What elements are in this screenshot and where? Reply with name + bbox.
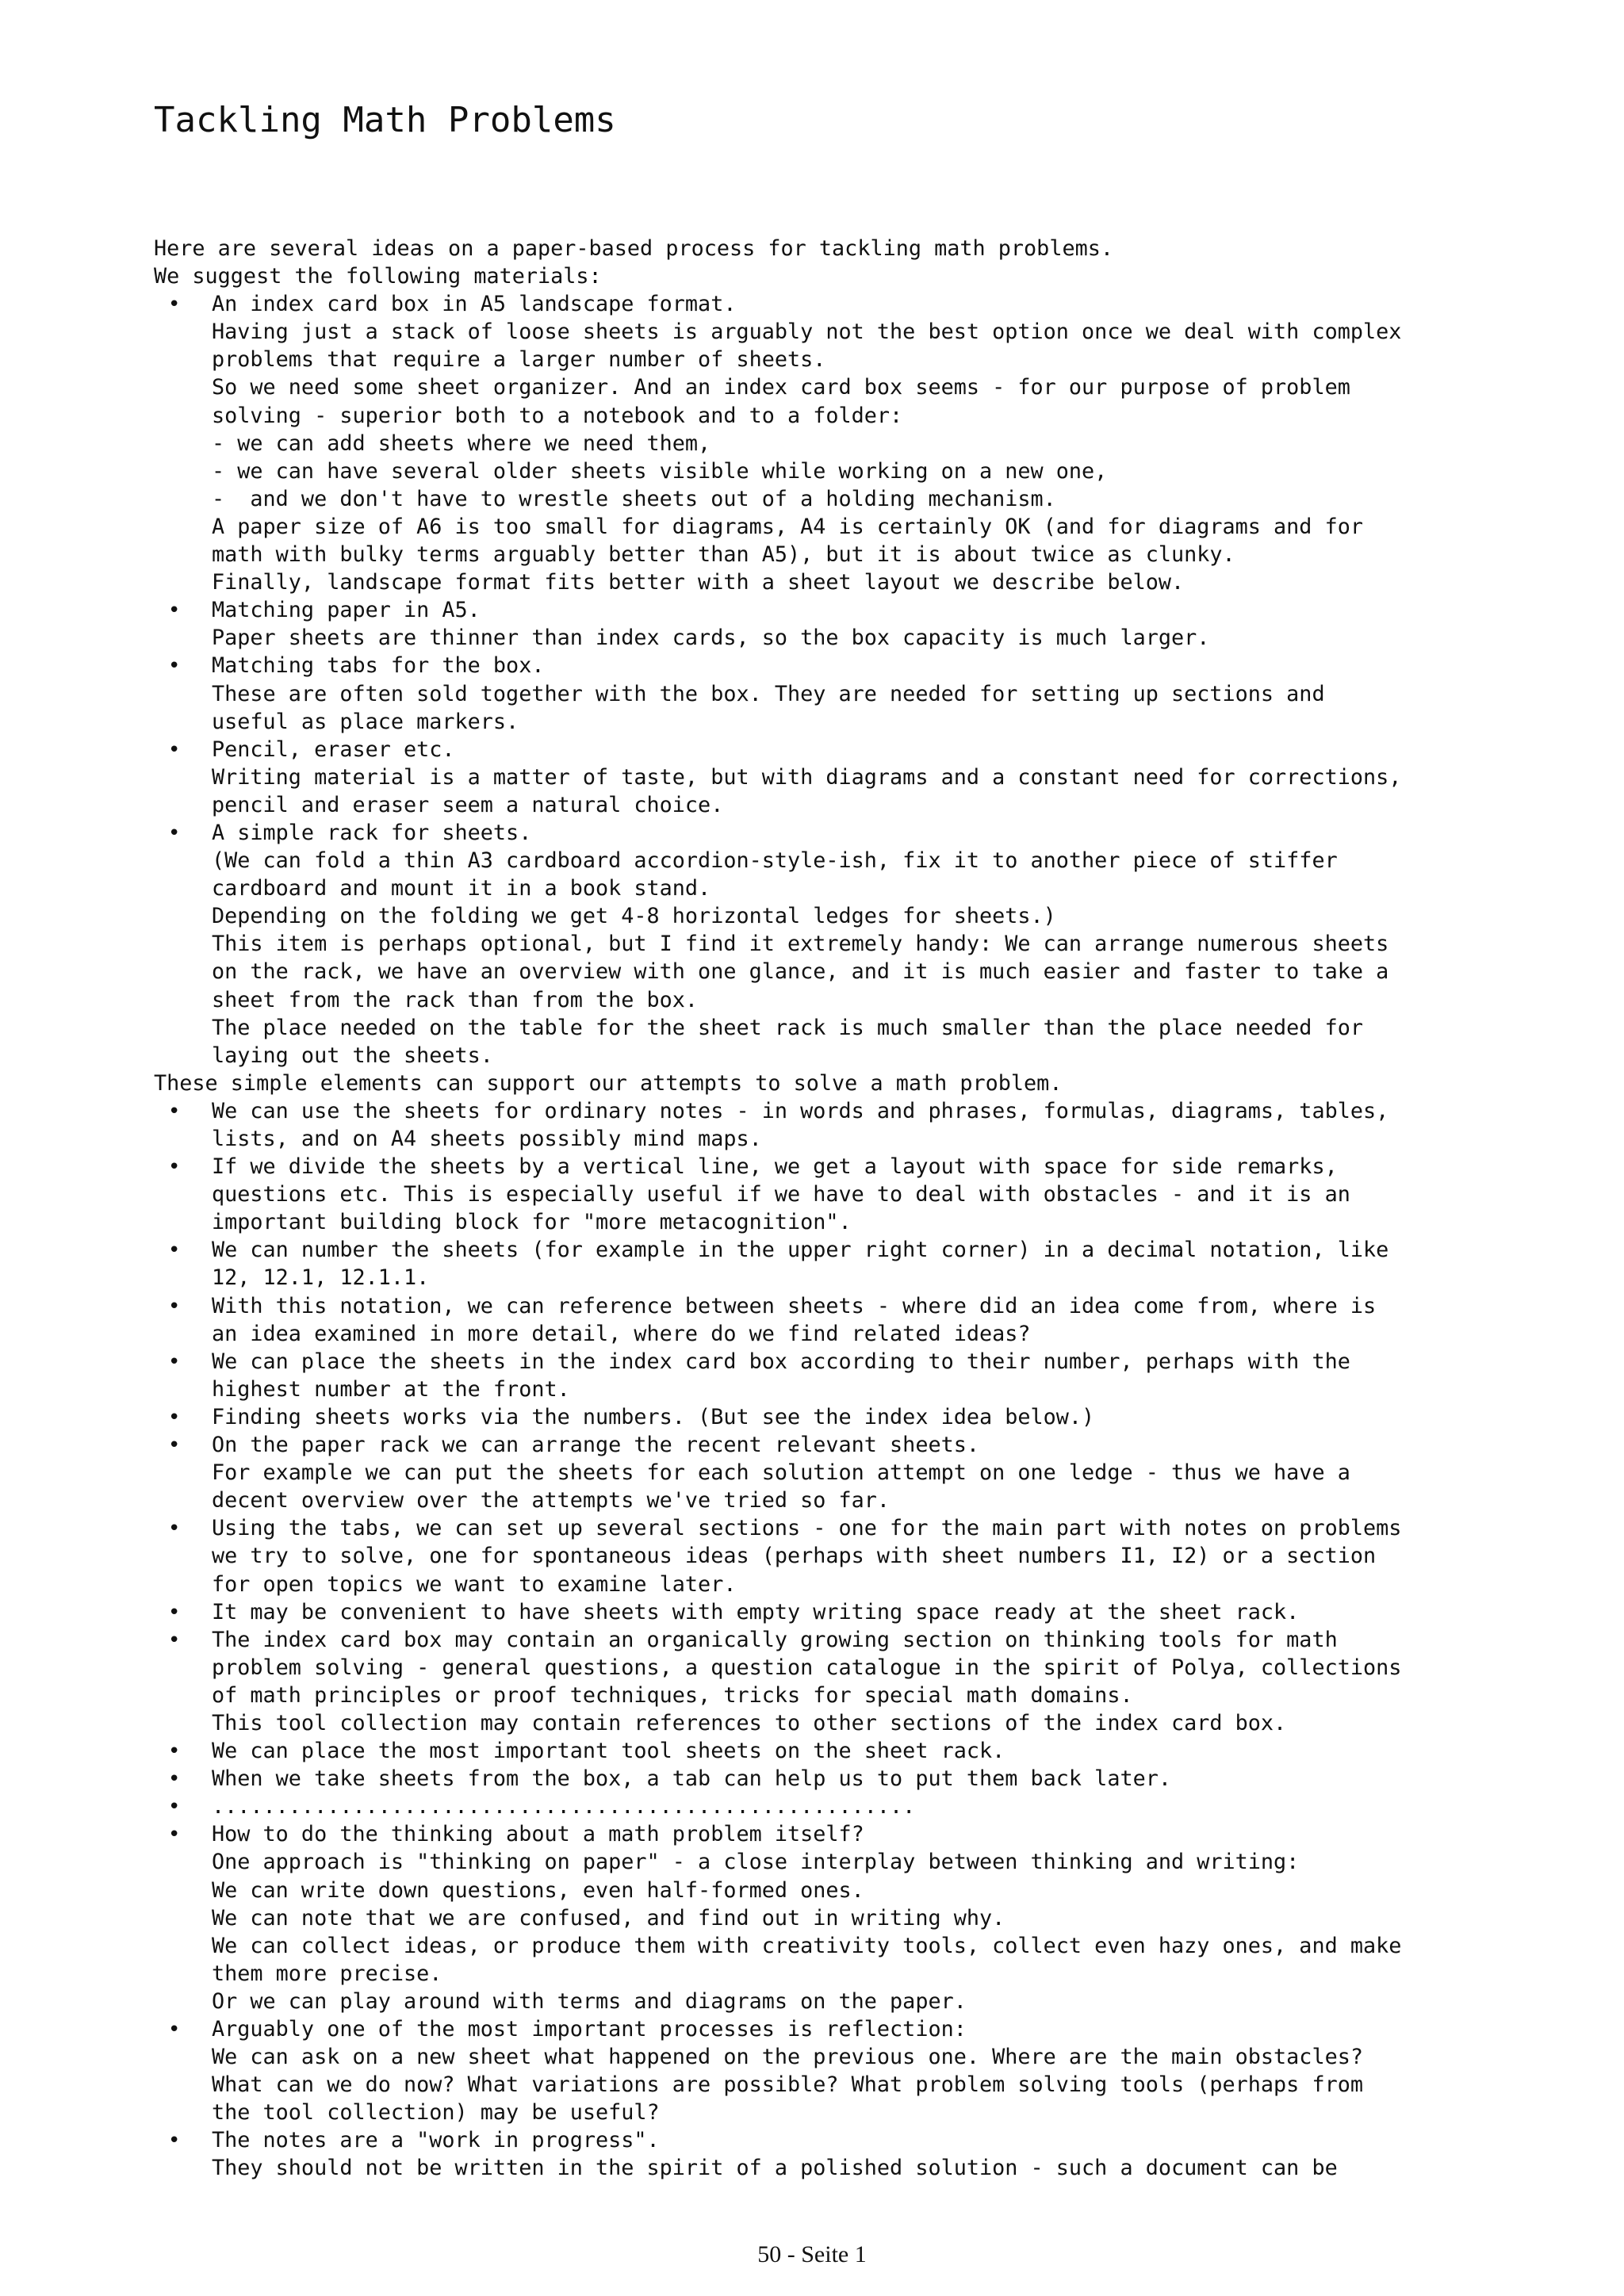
bullet-icon [168,1348,200,1376]
bullet-icon [168,1097,200,1125]
list-item-text: We can number the sheets (for example in the upper right corner) in a decimal notation, like [212,1238,1389,1263]
list-item-text: A simple rack for sheets. [212,820,532,845]
bullet-icon [168,1153,200,1181]
paragraph-line: We suggest the following materials: [154,264,602,289]
list-item-text: It may be convenient to have sheets with empty writing space ready at the sheet rack. [212,1599,1300,1624]
list-item-text: How to do the thinking about a math problem itself? [212,1822,864,1847]
list-item-text: Finding sheets works via the numbers. (But see the index idea below.) [212,1404,1095,1429]
list-item-continuation: (We can fold a thin A3 cardboard accordion-style-ish, fix it to another piece of stiffer [212,848,1338,874]
list-item-continuation: decent overview over the attempts we've tried so far. [212,1488,891,1513]
list-item-continuation: math with bulky terms arguably better than A5), but it is about twice as clunky. [212,542,1235,568]
list-item-continuation: Writing material is a matter of taste, but with diagrams and a constant need for corrections, [212,764,1402,790]
list-item-line [154,1765,1502,1793]
list-item-continuation: For example we can put the sheets for each solution attempt on one ledge - thus we have a [212,1460,1350,1486]
page-footer: 50 - Seite 1 [757,2241,867,2267]
list-item-continuation: Finally, landscape format fits better with a sheet layout we describe below. [212,570,1185,595]
list-item-line [154,596,1502,624]
list-item-continuation: We can write down questions, even half-formed ones. [212,1877,864,1903]
bullet-icon [168,1236,200,1264]
list-item-continuation: we try to solve, one for spontaneous ideas (perhaps with sheet numbers I1, I2) or a section [212,1544,1377,1569]
list-item-line [154,1737,1502,1765]
list-item-text: We can place the most important tool sheets on the sheet rack. [212,1739,1005,1764]
list-item-line [154,1431,1502,1459]
bullet-icon [168,1598,200,1626]
list-item-text: When we take sheets from the box, a tab can help us to put them back later. [212,1766,1171,1792]
list-item-continuation: an idea examined in more detail, where do we find related ideas? [212,1321,1031,1346]
list-item-continuation: lists, and on A4 sheets possibly mind maps. [212,1127,762,1151]
list-item-text: An index card box in A5 landscape format. [212,292,737,317]
paragraph-line: These simple elements can support our attempts to solve a math problem. [154,1070,1063,1096]
bullet-icon [168,596,200,624]
bullet-icon [168,1820,200,1848]
bullet-icon [168,290,200,318]
list-item-continuation: - we can add sheets where we need them, [212,430,711,456]
paragraph-line: Here are several ideas on a paper-based process for tackling math problems. [154,236,1113,261]
bullet-icon [168,736,200,763]
list-item-continuation: We can collect ideas, or produce them with creativity tools, collect even hazy ones, and make [212,1933,1402,1958]
list-item-text: Pencil, eraser etc. [212,737,455,762]
list-item-continuation: problems that require a larger number of sheets. [212,347,826,373]
list-item-line [154,736,1502,763]
list-item-line [154,2126,1502,2154]
list-item-continuation: important building block for "more metacognition". [212,1210,852,1235]
list-item-continuation: useful as place markers. [212,709,519,734]
list-item-line [154,1820,1502,1848]
list-item-continuation: highest number at the front. [212,1376,570,1402]
bullet-icon [168,2126,200,2154]
bullet-icon [168,2015,200,2043]
list-item-line [154,1292,1502,1320]
list-item-continuation: solving - superior both to a notebook and to a folder: [212,403,903,428]
list-item-continuation: cardboard and mount it in a book stand. [212,876,711,901]
list-item-text: On the paper rack we can arrange the recent relevant sheets. [212,1433,979,1458]
list-item-continuation: pencil and eraser seem a natural choice. [212,792,724,817]
list-item-continuation: A paper size of A6 is too small for diagrams, A4 is certainly OK (and for diagrams and for [212,514,1363,539]
list-item-continuation: Depending on the folding we get 4-8 horizontal ledges for sheets.) [212,904,1056,929]
list-item-line [154,1626,1502,1654]
bullet-icon [168,1765,200,1793]
list-item-continuation: Or we can play around with terms and diagrams on the paper. [212,1988,967,2014]
list-item-text: We can place the sheets in the index card box according to their number, perhaps with the [212,1349,1350,1374]
list-item-continuation: for open topics we want to examine later. [212,1571,737,1597]
bullet-icon [168,1793,200,1820]
list-item-line [154,652,1502,679]
list-item-continuation: the tool collection) may be useful? [212,2100,660,2126]
list-item-continuation: laying out the sheets. [212,1043,493,1068]
list-item-continuation: What can we do now? What variations are possible? What problem solving tools (perhaps from [212,2072,1363,2098]
list-item-continuation: 12, 12.1, 12.1.1. [212,1265,430,1291]
list-item-continuation: of math principles or proof techniques, tricks for special math domains. [212,1682,1133,1708]
list-item-text: Arguably one of the most important processes is reflection: [212,2017,967,2042]
list-item-line [154,1598,1502,1626]
list-item-continuation: We can note that we are confused, and find out in writing why. [212,1905,1005,1931]
list-item-continuation: We can ask on a new sheet what happened on the previous one. Where are the main obstacles? [212,2045,1363,2070]
list-item-text: The notes are a "work in progress". [212,2128,660,2153]
bullet-icon [168,1292,200,1320]
list-item-continuation: on the rack, we have an overview with one glance, and it is much easier and faster to take a [212,959,1389,985]
list-item-text: Using the tabs, we can set up several sections - one for the main part with notes on problems [212,1516,1402,1541]
list-item-continuation: - we can have several older sheets visible while working on a new one, [212,458,1108,484]
list-item-continuation: them more precise. [212,1961,442,1986]
list-item-continuation: This tool collection may contain references to other sections of the index card box. [212,1710,1287,1735]
list-item-line [154,1097,1502,1125]
list-item-continuation: Having just a stack of loose sheets is arguably not the best option once we deal with complex [212,320,1402,345]
document-body [154,235,1502,2183]
bullet-icon [168,1626,200,1654]
list-item-line [154,1793,1502,1820]
list-item-text: Matching paper in A5. [212,598,481,623]
bullet-icon [168,1514,200,1542]
list-item-continuation: Paper sheets are thinner than index cards, so the box capacity is much larger. [212,626,1210,651]
list-item-text: The index card box may contain an organically growing section on thinking tools for math [212,1627,1338,1652]
list-item-continuation: So we need some sheet organizer. And an index card box seems - for our purpose of problem [212,375,1350,400]
list-item-line [154,1153,1502,1181]
list-item-line [154,1403,1502,1431]
bullet-icon [168,819,200,847]
list-item-continuation: They should not be written in the spirit of a polished solution - such a document can be [212,2156,1338,2181]
list-item-continuation: questions etc. This is especially useful if we have to deal with obstacles - and it is an [212,1182,1350,1207]
list-item-line [154,2015,1502,2043]
list-item-line [154,1236,1502,1264]
list-item-continuation: problem solving - general questions, a question catalogue in the spirit of Polya, collections [212,1655,1402,1680]
list-item-continuation: - and we don't have to wrestle sheets out of a holding mechanism. [212,486,1056,511]
list-item-continuation: The place needed on the table for the sheet rack is much smaller than the place needed for [212,1015,1363,1040]
page-title: Tackling Math Problems [154,100,616,140]
list-item-continuation: This item is perhaps optional, but I find it extremely handy: We can arrange numerous sheets [212,932,1389,957]
bullet-icon [168,1431,200,1459]
list-item-text: If we divide the sheets by a vertical line, we get a layout with space for side remarks, [212,1154,1338,1180]
list-item-line [154,1348,1502,1376]
list-item-line [154,819,1502,847]
bullet-icon [168,1737,200,1765]
list-item-text: With this notation, we can reference between sheets - where did an idea come from, where is [212,1293,1377,1318]
list-item-text: Matching tabs for the box. [212,653,545,679]
list-item-continuation: One approach is "thinking on paper" - a close interplay between thinking and writing: [212,1850,1300,1875]
list-item-continuation: sheet from the rack than from the box. [212,987,699,1012]
list-item-line [154,290,1502,318]
bullet-icon [168,652,200,679]
list-item-text: We can use the sheets for ordinary notes - in words and phrases, formulas, diagrams, tables, [212,1098,1389,1123]
list-item-line [154,1514,1502,1542]
list-item-text: ....................................................... [212,1794,916,1820]
bullet-icon [168,1403,200,1431]
list-item-continuation: These are often sold together with the box. They are needed for setting up sections and [212,681,1325,706]
